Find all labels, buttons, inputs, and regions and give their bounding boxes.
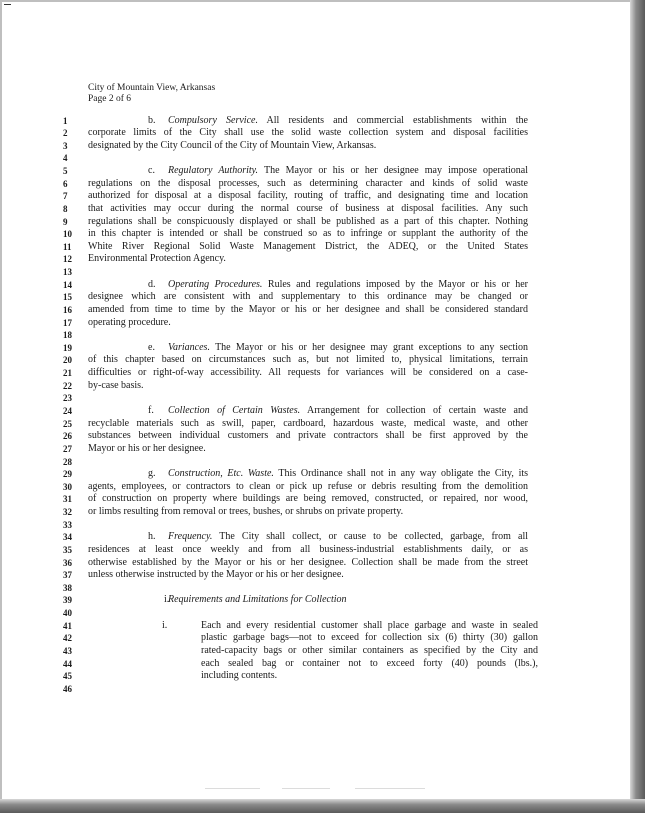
- paragraph-text: operating procedure.: [88, 316, 171, 328]
- paragraph-title: Compulsory Service.: [168, 114, 258, 126]
- scan-smudge: [355, 788, 425, 789]
- line-number: 10: [63, 229, 72, 240]
- line-number: 41: [63, 620, 72, 631]
- line-number: 25: [63, 418, 72, 429]
- paragraph-text: difficulties or right-of-way accessibility. All requests for variances will be considered on a case-: [88, 367, 528, 379]
- document-line: [0, 607, 645, 620]
- line-number: 15: [63, 292, 72, 303]
- line-number: 24: [63, 405, 72, 416]
- document-line: [0, 342, 645, 355]
- paragraph-text: [88, 115, 528, 128]
- document-line: [0, 152, 645, 165]
- paragraph-title: Frequency.: [168, 531, 213, 543]
- scan-smudge: [205, 788, 260, 789]
- line-number: 14: [63, 279, 72, 290]
- paragraph-text: [88, 531, 528, 544]
- line-number: 46: [63, 683, 72, 694]
- document-line: [0, 304, 645, 317]
- paragraph-marker: f.: [148, 404, 154, 416]
- document-line: [0, 241, 645, 254]
- document-line: [0, 203, 645, 216]
- corner-mark: [4, 4, 11, 5]
- line-number: 45: [63, 671, 72, 682]
- document-line: [0, 456, 645, 469]
- paragraph-title: Regulatory Authority.: [168, 165, 259, 177]
- subsection-text: including contents.: [201, 670, 278, 682]
- line-number: 3: [63, 140, 68, 151]
- line-number: 6: [63, 178, 68, 189]
- paragraph-title: Collection of Certain Wastes.: [168, 404, 301, 416]
- paragraph-text: [88, 165, 528, 178]
- subsection-marker: i.: [162, 619, 168, 631]
- document-line: [0, 645, 645, 658]
- line-number: 2: [63, 128, 68, 139]
- document-line: [0, 228, 645, 241]
- line-number: 20: [63, 355, 72, 366]
- paragraph-marker: h.: [148, 531, 156, 543]
- line-number: 30: [63, 481, 72, 492]
- line-number: 34: [63, 532, 72, 543]
- line-number: 13: [63, 267, 72, 278]
- subsection-text: plastic garbage bags—not to exceed for collection six (6) thirty (30) gallon: [201, 632, 538, 644]
- document-line: [0, 632, 645, 645]
- line-number: 35: [63, 544, 72, 555]
- paragraph-text: authorized for disposal at a disposal facility, routing of traffic, and designating time and location: [88, 190, 528, 202]
- line-number: 5: [63, 166, 68, 177]
- line-number: 17: [63, 317, 72, 328]
- paragraph-text: regulations shall be conspicuously displayed or shall be published as a part of this chapter. Nothing: [88, 215, 528, 227]
- section-heading: Requirements and Limitations for Collection: [168, 594, 347, 606]
- paragraph-lead-text: Rules and regulations imposed by the Mayor or his or her: [267, 278, 529, 290]
- paragraph-text: agents, employees, or contractors to clean or pick up refuse or debris resulting from the demolition: [88, 480, 528, 492]
- line-number: 28: [63, 456, 72, 467]
- paragraph-lead-text: The Mayor or his or her designee may impose operational: [263, 165, 529, 177]
- line-number: 19: [63, 342, 72, 353]
- document-line: [0, 594, 645, 607]
- header-page-number: Page 2 of 6: [88, 93, 132, 104]
- paragraph-text: by-case basis.: [88, 379, 144, 391]
- scan-smudge: [282, 788, 330, 789]
- document-line: [0, 493, 645, 506]
- page-frame-top: [0, 0, 645, 2]
- line-number: 9: [63, 216, 68, 227]
- document-line: [0, 468, 645, 481]
- document-line: [0, 519, 645, 532]
- paragraph-lead-text: All residents and commercial establishments within the: [266, 114, 528, 126]
- line-number: 1: [63, 115, 68, 126]
- subsection-text: Each and every residential customer shall place garbage and waste in sealed: [201, 619, 538, 631]
- document-line: [0, 620, 645, 633]
- paragraph-text: in this chapter is intended or shall be construed so as to infringe or supplant the authority of the: [88, 228, 528, 240]
- section-marker: i.: [164, 594, 170, 606]
- line-number: 29: [63, 469, 72, 480]
- document-line: [0, 582, 645, 595]
- document-line: [0, 481, 645, 494]
- paragraph-title: Operating Procedures.: [168, 278, 263, 290]
- line-number: 36: [63, 557, 72, 568]
- document-line: [0, 380, 645, 393]
- paragraph-text: of construction on property where buildings are being removed, constructed, or repaired, nor wood,: [88, 493, 528, 505]
- document-line: [0, 291, 645, 304]
- paragraph-text: regulations on the disposal processes, such as determining character and kinds of solid waste: [88, 177, 528, 189]
- document-line: [0, 317, 645, 330]
- subsection-text: rated-capacity bags or other similar containers as specified by the City and: [201, 644, 538, 656]
- line-number: 8: [63, 203, 68, 214]
- paragraph-text: Environmental Protection Agency.: [88, 253, 226, 265]
- paragraph-text: designee which are consistent with and supplementary to this ordinance may be changed or: [88, 291, 528, 303]
- line-number: 26: [63, 431, 72, 442]
- paragraph-text: [88, 405, 528, 418]
- paragraph-lead-text: The Mayor or his or her designee may grant exceptions to any section: [215, 341, 528, 353]
- paragraph-lead-text: This Ordinance shall not in any way obligate the City, its: [278, 468, 529, 480]
- line-number: 11: [63, 241, 72, 252]
- line-number: 33: [63, 519, 72, 530]
- document-line: [0, 544, 645, 557]
- document-line: [0, 115, 645, 128]
- document-line: [0, 405, 645, 418]
- document-line: [0, 443, 645, 456]
- line-number: 16: [63, 304, 72, 315]
- line-number: 23: [63, 393, 72, 404]
- paragraph-text: corporate limits of the City shall use the solid waste collection system and disposal facilities: [88, 127, 528, 139]
- document-line: [0, 165, 645, 178]
- line-number: 42: [63, 633, 72, 644]
- document-line: [0, 190, 645, 203]
- paragraph-marker: c.: [148, 165, 155, 177]
- paragraph-text: White River Regional Solid Waste Management District, the ADEQ, or the United States: [88, 240, 528, 252]
- paragraph-text: amended from time to time by the Mayor or his or her designee and shall be considered standard: [88, 303, 528, 315]
- subsection-text: each sealed bag or container not to exceed forty (40) pounds (lbs.),: [201, 657, 538, 669]
- document-line: [0, 367, 645, 380]
- paragraph-text: recyclable materials such as swill, paper, cardboard, hazardous waste, medical waste, and other: [88, 417, 528, 429]
- line-number: 27: [63, 443, 72, 454]
- paragraph-marker: b.: [148, 114, 156, 126]
- line-number: 18: [63, 330, 72, 341]
- paragraph-lead-text: Arrangement for collection of certain waste and: [306, 404, 528, 416]
- paragraph-text: otherwise established by the Mayor or his or her designee. Collection shall be made from the street: [88, 556, 528, 568]
- paragraph-title: Variances.: [168, 341, 210, 353]
- document-line: [0, 266, 645, 279]
- document-line: [0, 506, 645, 519]
- document-line: [0, 418, 645, 431]
- line-number: 37: [63, 570, 72, 581]
- document-line: [0, 178, 645, 191]
- line-number: 22: [63, 380, 72, 391]
- paragraph-marker: d.: [148, 278, 156, 290]
- header-entity: City of Mountain View, Arkansas: [88, 83, 216, 93]
- document-header: [88, 83, 215, 104]
- document-line: [0, 279, 645, 292]
- paragraph-text: designated by the City Council of the City of Mountain View, Arkansas.: [88, 139, 377, 151]
- paragraph-text: or limbs resulting from removal or trees, bushes, or shrubs on private property.: [88, 506, 404, 518]
- paragraph-lead-text: The City shall collect, or cause to be collected, garbage, from all: [219, 531, 529, 543]
- paragraph-text: Mayor or his or her designee.: [88, 442, 206, 454]
- document-line: [0, 670, 645, 683]
- document-line: [0, 392, 645, 405]
- paragraph-marker: e.: [148, 341, 155, 353]
- page-frame-bottom-shadow: [0, 799, 645, 813]
- line-number: 43: [63, 645, 72, 656]
- document-line: [0, 216, 645, 229]
- line-number: 44: [63, 658, 72, 669]
- paragraph-text: [88, 468, 528, 481]
- paragraph-text: residences at least once weekly and from all business-industrial establishments daily, or as: [88, 543, 528, 555]
- line-number: 12: [63, 254, 72, 265]
- document-line: [0, 569, 645, 582]
- document-line: [0, 658, 645, 671]
- line-number: 38: [63, 582, 72, 593]
- paragraph-text: substances between individual customers and private contractors shall be first approved by the: [88, 430, 528, 442]
- document-line: [0, 430, 645, 443]
- paragraph-text: [88, 279, 528, 292]
- line-number: 32: [63, 507, 72, 518]
- paragraph-title: Construction, Etc. Waste.: [168, 468, 274, 480]
- line-number: 21: [63, 368, 72, 379]
- document-line: [0, 140, 645, 153]
- document-line: [0, 354, 645, 367]
- line-number: 4: [63, 153, 68, 164]
- line-number: 39: [63, 595, 72, 606]
- paragraph-text: that activities may occur during the normal course of business at disposal facilities. Any such: [88, 202, 528, 214]
- document-line: [0, 531, 645, 544]
- line-number: 7: [63, 191, 68, 202]
- document-line: [0, 329, 645, 342]
- paragraph-text: unless otherwise instructed by the Mayor or his or her designee.: [88, 569, 344, 581]
- line-number: 31: [63, 494, 72, 505]
- line-number: 40: [63, 608, 72, 619]
- paragraph-text: [88, 342, 528, 355]
- paragraph-text: of this chapter based on circumstances such as, but not limited to, physical limitations, terrain: [88, 354, 528, 366]
- document-line: [0, 253, 645, 266]
- document-line: [0, 127, 645, 140]
- document-line: [0, 557, 645, 570]
- paragraph-marker: g.: [148, 468, 156, 480]
- document-line: [0, 683, 645, 696]
